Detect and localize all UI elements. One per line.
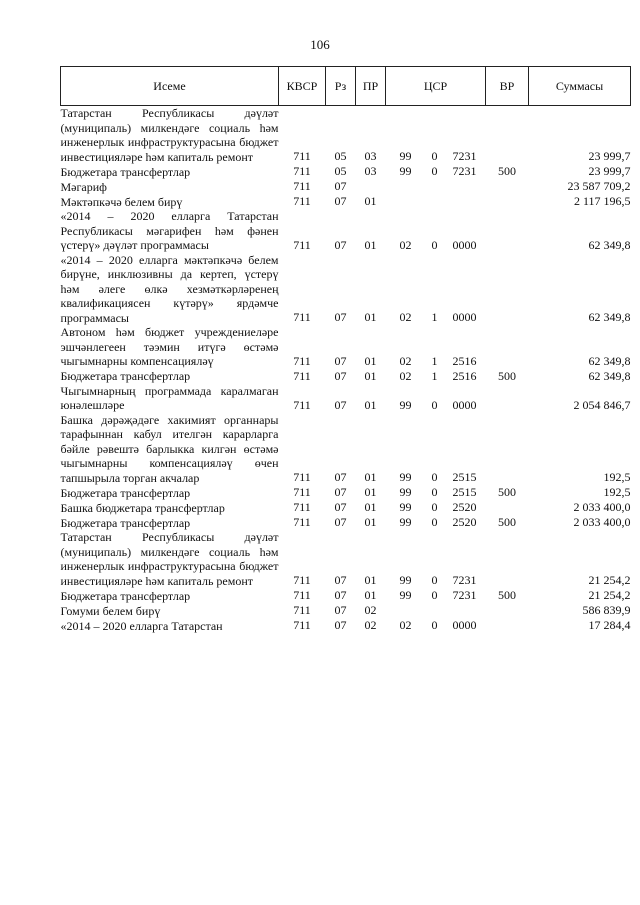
row-csr-direction (444, 179, 486, 194)
row-sum: 2 117 196,5 (573, 194, 631, 208)
table-row (61, 485, 631, 500)
row-csr-program: 99 (399, 485, 412, 499)
row-name: Бюджетара трансфертлар (60, 164, 191, 179)
header-csr: ЦСР (386, 67, 486, 106)
row-sum: 23 999,7 (588, 164, 631, 178)
row-vr: 500 (498, 368, 517, 383)
row-name: Бюджетара трансфертлар (60, 588, 191, 603)
row-csr-direction: 0000 (452, 310, 477, 324)
row-name: Чыгымнарның программада каралмаган юнәлешләре (60, 383, 279, 412)
row-name: Башка дәрәҗәдәге хакимият органнары тарафыннан кабул ителгән карарларга бәйле рәвештә барлыкка килгән өстәмә чыгымнарны компенсацияләү өчен тапшырыла торган акчалар (60, 412, 279, 485)
row-rz: 07 (334, 310, 347, 324)
row-csr-direction: 2516 (452, 368, 477, 383)
row-vr (486, 253, 529, 326)
row-csr-program: 99 (399, 470, 412, 484)
row-csr-direction: 2516 (452, 353, 477, 368)
row-sum: 62 349,8 (588, 368, 631, 383)
row-pr: 01 (364, 573, 377, 587)
row-kvsr: 711 (293, 500, 311, 514)
row-csr-program: 99 (399, 588, 412, 602)
row-pr: 03 (364, 149, 377, 163)
row-name: «2014 – 2020 елларга мәктәпкәчә белем бирүне, инклюзивны да кертеп, үстерү һәм әлеге өлкә хезмәткәрләренең квалификациясен күтәрү» ярдәмче программасы (60, 252, 279, 325)
row-vr: 500 (498, 164, 517, 178)
table-row (61, 515, 631, 530)
row-sum: 23 587 709,2 (567, 179, 631, 193)
row-pr (356, 179, 386, 194)
row-rz: 07 (334, 368, 347, 383)
header-kvsr: КВСР (279, 67, 326, 106)
row-csr-subprogram: 0 (431, 618, 438, 632)
row-kvsr: 711 (293, 573, 311, 587)
row-csr-program (386, 603, 426, 618)
row-name: Башка бюджетара трансфертлар (60, 500, 225, 515)
row-vr (486, 179, 529, 194)
row-csr-direction: 7231 (452, 573, 477, 587)
row-name: Татарстан Республикасы дәүләт (муниципаль) милкендәге социаль һәм инженерлык инфраструктурасына бюджет инвестицияләре һәм капиталь ремонт (60, 106, 279, 164)
row-kvsr: 711 (293, 194, 311, 208)
row-csr-subprogram: 0 (431, 470, 438, 484)
row-csr-direction: 2515 (452, 470, 477, 484)
row-csr-subprogram: 1 (431, 368, 438, 383)
row-vr (486, 384, 529, 413)
row-rz: 07 (334, 237, 347, 252)
row-vr: 500 (498, 485, 517, 499)
row-rz: 07 (334, 515, 347, 529)
row-rz: 07 (334, 500, 347, 514)
row-vr (486, 413, 529, 486)
row-sum: 21 254,2 (588, 573, 631, 587)
row-csr-program: 99 (399, 515, 412, 529)
row-kvsr: 711 (293, 353, 311, 368)
table-row (61, 106, 631, 165)
table-row (61, 618, 631, 633)
row-sum: 62 349,8 (588, 310, 631, 324)
row-pr: 03 (364, 164, 377, 178)
row-pr: 01 (364, 397, 377, 412)
row-csr-subprogram: 0 (431, 149, 438, 163)
header-vr: ВР (486, 67, 529, 106)
row-csr-program: 02 (399, 618, 412, 632)
row-csr-program: 99 (399, 397, 412, 412)
table-row (61, 253, 631, 326)
row-kvsr: 711 (293, 588, 311, 602)
row-csr-subprogram: 0 (431, 588, 438, 602)
row-csr-direction: 2520 (452, 515, 477, 529)
row-rz: 07 (334, 603, 347, 617)
table-row (61, 530, 631, 588)
row-sum: 21 254,2 (588, 588, 631, 602)
header-rz: Рз (326, 67, 356, 106)
row-vr (486, 106, 529, 165)
table-row (61, 413, 631, 486)
row-sum: 17 284,4 (588, 618, 631, 632)
row-pr: 01 (364, 237, 377, 252)
budget-table (60, 66, 631, 633)
row-csr-program: 99 (399, 164, 412, 178)
row-csr-subprogram (426, 194, 444, 209)
row-vr (486, 209, 529, 253)
row-rz: 07 (334, 573, 347, 587)
row-sum: 2 033 400,0 (573, 515, 631, 529)
table-header-row (61, 67, 631, 106)
row-pr: 01 (364, 194, 377, 208)
table-row (61, 209, 631, 253)
row-rz: 05 (334, 149, 347, 163)
table-row (61, 384, 631, 413)
row-sum: 62 349,8 (588, 353, 631, 368)
row-kvsr: 711 (293, 310, 311, 324)
row-csr-direction (444, 194, 486, 209)
row-csr-program: 02 (399, 368, 412, 383)
row-csr-subprogram: 0 (431, 500, 438, 514)
row-vr (486, 618, 529, 633)
row-rz: 07 (334, 470, 347, 484)
row-name: «2014 – 2020 елларга Татарстан Республикасы мәгарифен һәм фәнен үстерү» дәүләт программасы (60, 209, 279, 252)
row-rz: 07 (334, 353, 347, 368)
row-pr: 01 (364, 368, 377, 383)
row-pr: 01 (364, 588, 377, 602)
row-sum: 192,5 (603, 470, 631, 484)
row-csr-subprogram: 0 (431, 164, 438, 178)
row-csr-program (386, 194, 426, 209)
row-csr-program: 02 (399, 310, 412, 324)
row-pr: 02 (364, 618, 377, 632)
row-vr (486, 530, 529, 588)
row-name: Мәгариф (60, 179, 107, 194)
row-csr-subprogram (426, 179, 444, 194)
table-row (61, 500, 631, 515)
row-rz: 07 (334, 194, 347, 208)
row-pr: 02 (364, 603, 377, 617)
row-sum: 192,5 (603, 485, 631, 499)
row-vr (486, 325, 529, 369)
row-csr-subprogram: 0 (431, 397, 438, 412)
row-sum: 586 839,9 (582, 603, 631, 617)
table-row (61, 603, 631, 618)
page-number: 106 (310, 37, 330, 52)
row-csr-program: 99 (399, 500, 412, 514)
row-csr-direction: 0000 (452, 618, 477, 632)
row-sum: 62 349,8 (588, 237, 631, 252)
row-vr: 500 (498, 588, 517, 602)
row-csr-subprogram: 1 (431, 353, 438, 368)
row-name: «2014 – 2020 елларга Татарстан (60, 618, 223, 633)
row-csr-subprogram: 1 (431, 310, 438, 324)
row-csr-direction: 7231 (452, 588, 477, 602)
row-csr-subprogram (426, 603, 444, 618)
row-vr: 500 (498, 515, 517, 529)
row-rz: 07 (334, 485, 347, 499)
row-rz: 07 (334, 618, 347, 632)
header-sum: Суммасы (529, 67, 631, 106)
row-name: Гомуми белем бирү (60, 603, 161, 618)
row-kvsr: 711 (293, 149, 311, 163)
row-name: Бюджетара трансфертлар (60, 485, 191, 500)
row-kvsr: 711 (293, 368, 311, 383)
row-kvsr: 711 (293, 618, 311, 632)
row-name: Мәктәпкәчә белем бирү (60, 194, 183, 209)
row-csr-direction (444, 603, 486, 618)
table-body (61, 106, 631, 634)
table-row (61, 369, 631, 384)
row-kvsr: 711 (293, 603, 311, 617)
row-sum: 2 054 846,7 (573, 397, 631, 412)
table-row (61, 179, 631, 194)
row-name: Бюджетара трансфертлар (60, 369, 191, 383)
row-csr-subprogram: 0 (431, 237, 438, 252)
row-pr: 01 (364, 353, 377, 368)
header-name: Исеме (61, 67, 279, 106)
row-kvsr: 711 (293, 179, 311, 193)
row-csr-direction: 0000 (452, 237, 477, 252)
row-vr (486, 500, 529, 515)
table-row (61, 588, 631, 603)
row-rz: 05 (334, 164, 347, 178)
row-pr: 01 (364, 470, 377, 484)
row-rz: 07 (334, 397, 347, 412)
table-row (61, 325, 631, 369)
row-pr: 01 (364, 515, 377, 529)
row-csr-direction: 7231 (452, 149, 477, 163)
row-csr-program (386, 179, 426, 194)
row-sum: 23 999,7 (588, 149, 631, 163)
row-pr: 01 (364, 500, 377, 514)
row-csr-subprogram: 0 (431, 573, 438, 587)
table-row (61, 194, 631, 209)
row-kvsr: 711 (293, 470, 311, 484)
header-pr: ПР (356, 67, 386, 106)
row-rz: 07 (334, 588, 347, 602)
row-sum: 2 033 400,0 (573, 500, 631, 514)
row-kvsr: 711 (293, 237, 311, 252)
row-rz: 07 (334, 179, 347, 193)
row-csr-program: 02 (399, 237, 412, 252)
row-csr-direction: 7231 (452, 164, 477, 178)
row-pr: 01 (364, 310, 377, 324)
row-kvsr: 711 (293, 515, 311, 529)
row-csr-direction: 2520 (452, 500, 477, 514)
table-row (61, 164, 631, 179)
row-csr-direction: 0000 (452, 397, 477, 412)
row-kvsr: 711 (293, 397, 311, 412)
budget-table-container (60, 66, 630, 633)
row-csr-program: 02 (399, 353, 412, 368)
row-name: Бюджетара трансфертлар (60, 515, 191, 530)
row-csr-program: 99 (399, 573, 412, 587)
row-csr-program: 99 (399, 149, 412, 163)
row-pr: 01 (364, 485, 377, 499)
row-kvsr: 711 (293, 485, 311, 499)
row-csr-subprogram: 0 (431, 515, 438, 529)
row-csr-subprogram: 0 (431, 485, 438, 499)
row-name: Автоном һәм бюджет учреждениеләре эшчәнлегеен тәэмин итүгә өстәмә чыгымнарны компенсацияләү (60, 325, 279, 368)
row-vr (486, 194, 529, 209)
row-name: Татарстан Республикасы дәүләт (муниципаль) милкендәге социаль һәм инженерлык инфраструктурасына бюджет инвестицияләре һәм капиталь ремонт (60, 530, 279, 588)
row-csr-direction: 2515 (452, 485, 477, 499)
row-kvsr: 711 (293, 164, 311, 178)
row-vr (486, 603, 529, 618)
